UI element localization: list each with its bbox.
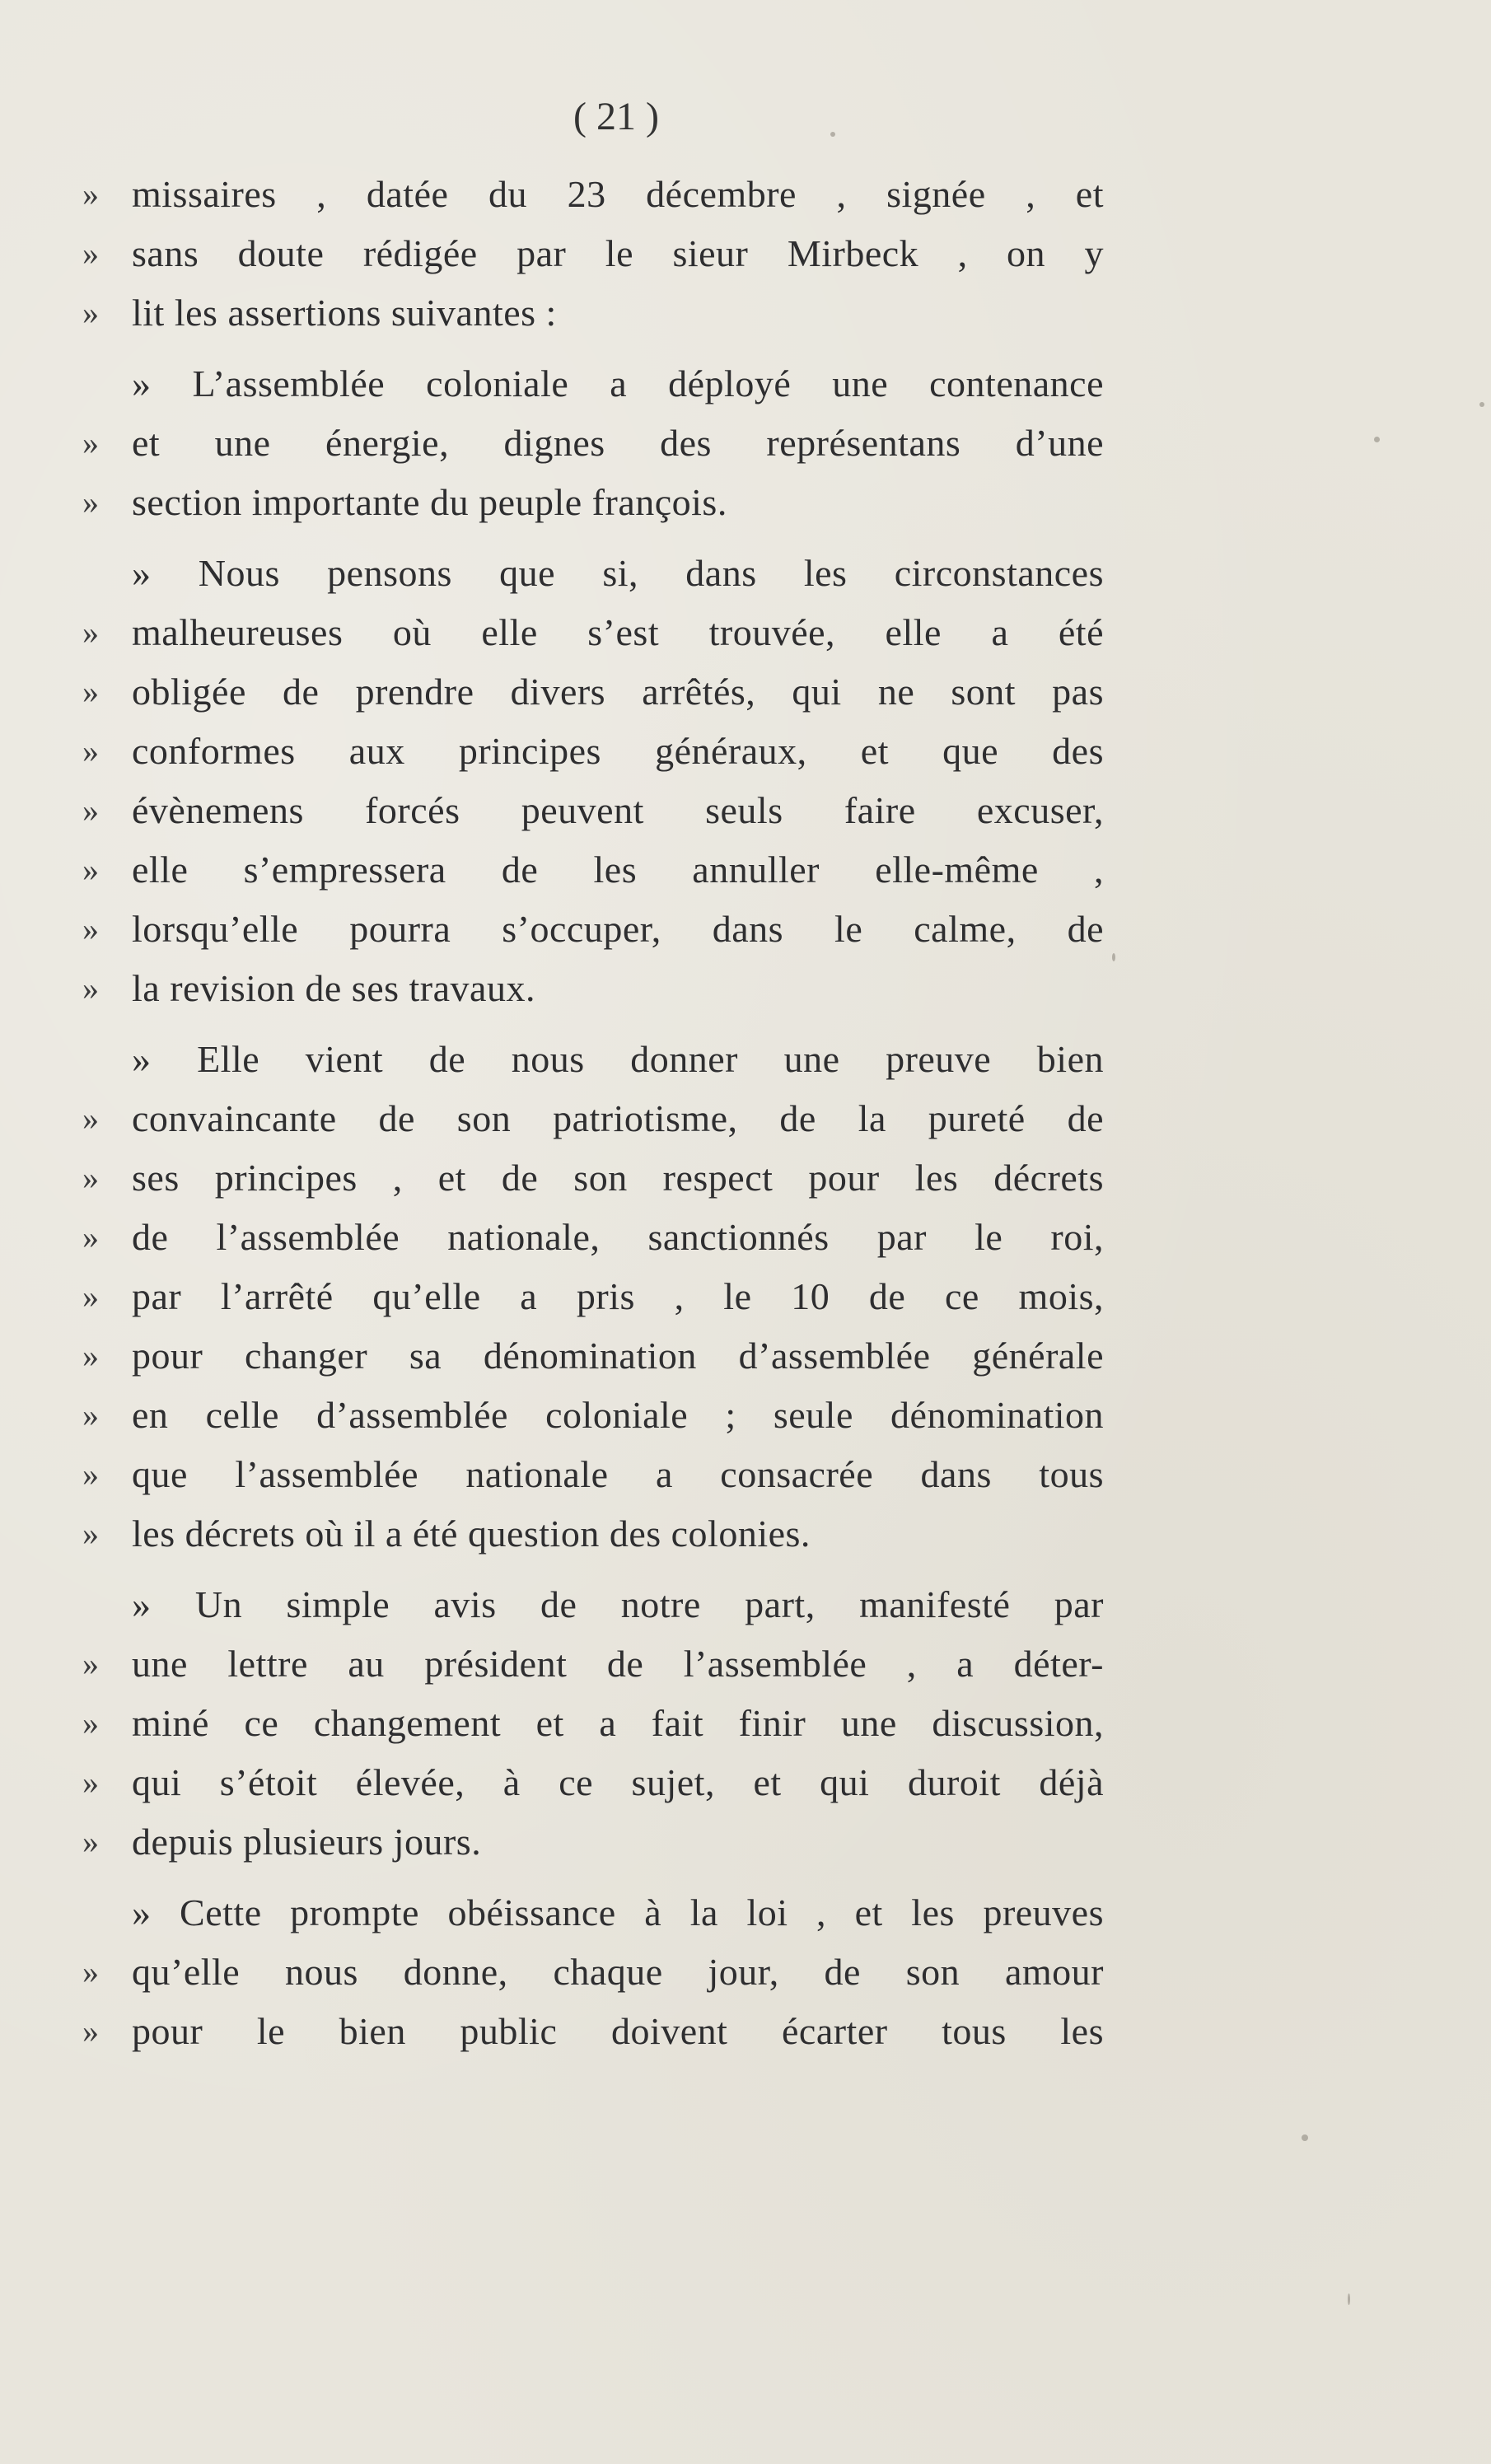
line-text: » Nous pensons que si, dans les circonstances bbox=[132, 552, 1104, 594]
line-text: une lettre au président de l’assemblée , a déter- bbox=[132, 1643, 1104, 1685]
paragraph-gap bbox=[82, 1872, 1104, 1883]
text-line bbox=[82, 781, 1104, 840]
guillemet-mark: » bbox=[82, 732, 99, 769]
line-text: » L’assemblée coloniale a déployé une contenance bbox=[132, 362, 1104, 404]
guillemet-mark: » bbox=[82, 1159, 99, 1196]
guillemet-mark: » bbox=[82, 1218, 99, 1255]
text-line bbox=[82, 544, 1104, 603]
paragraph-gap bbox=[82, 532, 1104, 544]
paragraph-gap bbox=[82, 343, 1104, 354]
text-line bbox=[82, 414, 1104, 473]
text-line bbox=[82, 1148, 1104, 1208]
text-line bbox=[82, 1812, 1104, 1872]
line-text: lorsqu’elle pourra s’occuper, dans le calme, de bbox=[132, 908, 1104, 950]
guillemet-mark: » bbox=[82, 175, 99, 213]
guillemet-mark: » bbox=[82, 673, 99, 710]
line-text: » Cette prompte obéissance à la loi , et les preuves bbox=[132, 1891, 1104, 1933]
guillemet-mark: » bbox=[82, 235, 99, 272]
text-line bbox=[82, 1504, 1104, 1564]
guillemet-mark: » bbox=[82, 1456, 99, 1493]
line-text: lit les assertions suivantes : bbox=[132, 292, 557, 334]
text-line bbox=[82, 900, 1104, 959]
line-text: qu’elle nous donne, chaque jour, de son amour bbox=[132, 1951, 1104, 1993]
text-line bbox=[82, 722, 1104, 781]
guillemet-mark: » bbox=[82, 1515, 99, 1552]
line-text: obligée de prendre divers arrêtés, qui ne sont pas bbox=[132, 671, 1104, 713]
guillemet-mark: » bbox=[82, 1764, 99, 1801]
text-line bbox=[82, 1694, 1104, 1753]
paper-speck bbox=[830, 132, 835, 137]
text-line bbox=[82, 1883, 1104, 1943]
guillemet-mark: » bbox=[82, 424, 99, 461]
line-text: convaincante de son patriotisme, de la pureté de bbox=[132, 1097, 1104, 1139]
paper-speck bbox=[1112, 953, 1115, 961]
guillemet-mark: » bbox=[82, 792, 99, 829]
page-number: ( 21 ) bbox=[573, 95, 659, 138]
text-line bbox=[82, 165, 1104, 224]
guillemet-mark: » bbox=[82, 1396, 99, 1433]
line-text: miné ce changement et a fait finir une discussion, bbox=[132, 1702, 1104, 1744]
line-text: depuis plusieurs jours. bbox=[132, 1821, 482, 1863]
text-line bbox=[82, 1089, 1104, 1148]
guillemet-mark: » bbox=[82, 851, 99, 888]
line-text: les décrets où il a été question des colonies. bbox=[132, 1513, 811, 1555]
line-text: » Un simple avis de notre part, manifesté par bbox=[132, 1583, 1104, 1625]
text-line bbox=[82, 959, 1104, 1018]
paper-speck bbox=[1479, 402, 1484, 407]
text-line bbox=[82, 1753, 1104, 1812]
guillemet-mark: » bbox=[82, 1337, 99, 1374]
paper-speck bbox=[1348, 2293, 1350, 2305]
line-text: pour changer sa dénomination d’assemblée générale bbox=[132, 1335, 1104, 1377]
line-text: elle s’empressera de les annuller elle-même , bbox=[132, 849, 1104, 891]
line-text: que l’assemblée nationale a consacrée dans tous bbox=[132, 1453, 1104, 1495]
line-text: » Elle vient de nous donner une preuve bien bbox=[132, 1038, 1104, 1080]
guillemet-mark: » bbox=[82, 1645, 99, 1682]
text-line bbox=[82, 1326, 1104, 1386]
line-text: et une énergie, dignes des représentans d’une bbox=[132, 422, 1104, 464]
text-line bbox=[82, 840, 1104, 900]
paragraph-gap bbox=[82, 1564, 1104, 1575]
guillemet-mark: » bbox=[82, 1278, 99, 1315]
guillemet-mark: » bbox=[82, 970, 99, 1007]
guillemet-mark: » bbox=[82, 2013, 99, 2050]
text-line bbox=[82, 1208, 1104, 1267]
text-line bbox=[82, 603, 1104, 662]
text-line bbox=[82, 2002, 1104, 2061]
guillemet-mark: » bbox=[82, 1953, 99, 1990]
text-line bbox=[82, 1575, 1104, 1634]
guillemet-mark: » bbox=[82, 294, 99, 331]
line-text: de l’assemblée nationale, sanctionnés par le roi, bbox=[132, 1216, 1104, 1258]
line-text: sans doute rédigée par le sieur Mirbeck , on y bbox=[132, 232, 1104, 274]
text-line bbox=[82, 354, 1104, 414]
line-text: missaires , datée du 23 décembre , signée , et bbox=[132, 173, 1104, 215]
guillemet-mark: » bbox=[82, 614, 99, 651]
guillemet-mark: » bbox=[82, 1704, 99, 1742]
line-text: section importante du peuple françois. bbox=[132, 481, 727, 523]
paragraph-gap bbox=[82, 1018, 1104, 1030]
text-line bbox=[82, 1445, 1104, 1504]
text-line bbox=[82, 283, 1104, 343]
text-line bbox=[82, 1267, 1104, 1326]
line-text: conformes aux principes généraux, et que des bbox=[132, 730, 1104, 772]
line-text: par l’arrêté qu’elle a pris , le 10 de ce mois, bbox=[132, 1275, 1104, 1317]
line-text: en celle d’assemblée coloniale ; seule dénomination bbox=[132, 1394, 1104, 1436]
body-text bbox=[82, 165, 1104, 2061]
line-text: évènemens forcés peuvent seuls faire excuser, bbox=[132, 789, 1104, 831]
text-line bbox=[82, 224, 1104, 283]
text-line bbox=[82, 1386, 1104, 1445]
line-text: la revision de ses travaux. bbox=[132, 967, 535, 1009]
guillemet-mark: » bbox=[82, 910, 99, 947]
paper-speck bbox=[1374, 437, 1380, 442]
line-text: pour le bien public doivent écarter tous les bbox=[132, 2010, 1104, 2052]
guillemet-mark: » bbox=[82, 1100, 99, 1137]
paper-speck bbox=[1302, 2134, 1308, 2141]
line-text: qui s’étoit élevée, à ce sujet, et qui duroit déjà bbox=[132, 1761, 1104, 1803]
text-line bbox=[82, 1634, 1104, 1694]
guillemet-mark: » bbox=[82, 1823, 99, 1860]
text-line bbox=[82, 1030, 1104, 1089]
text-line bbox=[82, 473, 1104, 532]
text-line bbox=[82, 662, 1104, 722]
text-line bbox=[82, 1943, 1104, 2002]
line-text: malheureuses où elle s’est trouvée, elle a été bbox=[132, 611, 1104, 653]
line-text: ses principes , et de son respect pour les décrets bbox=[132, 1157, 1104, 1199]
guillemet-mark: » bbox=[82, 484, 99, 521]
